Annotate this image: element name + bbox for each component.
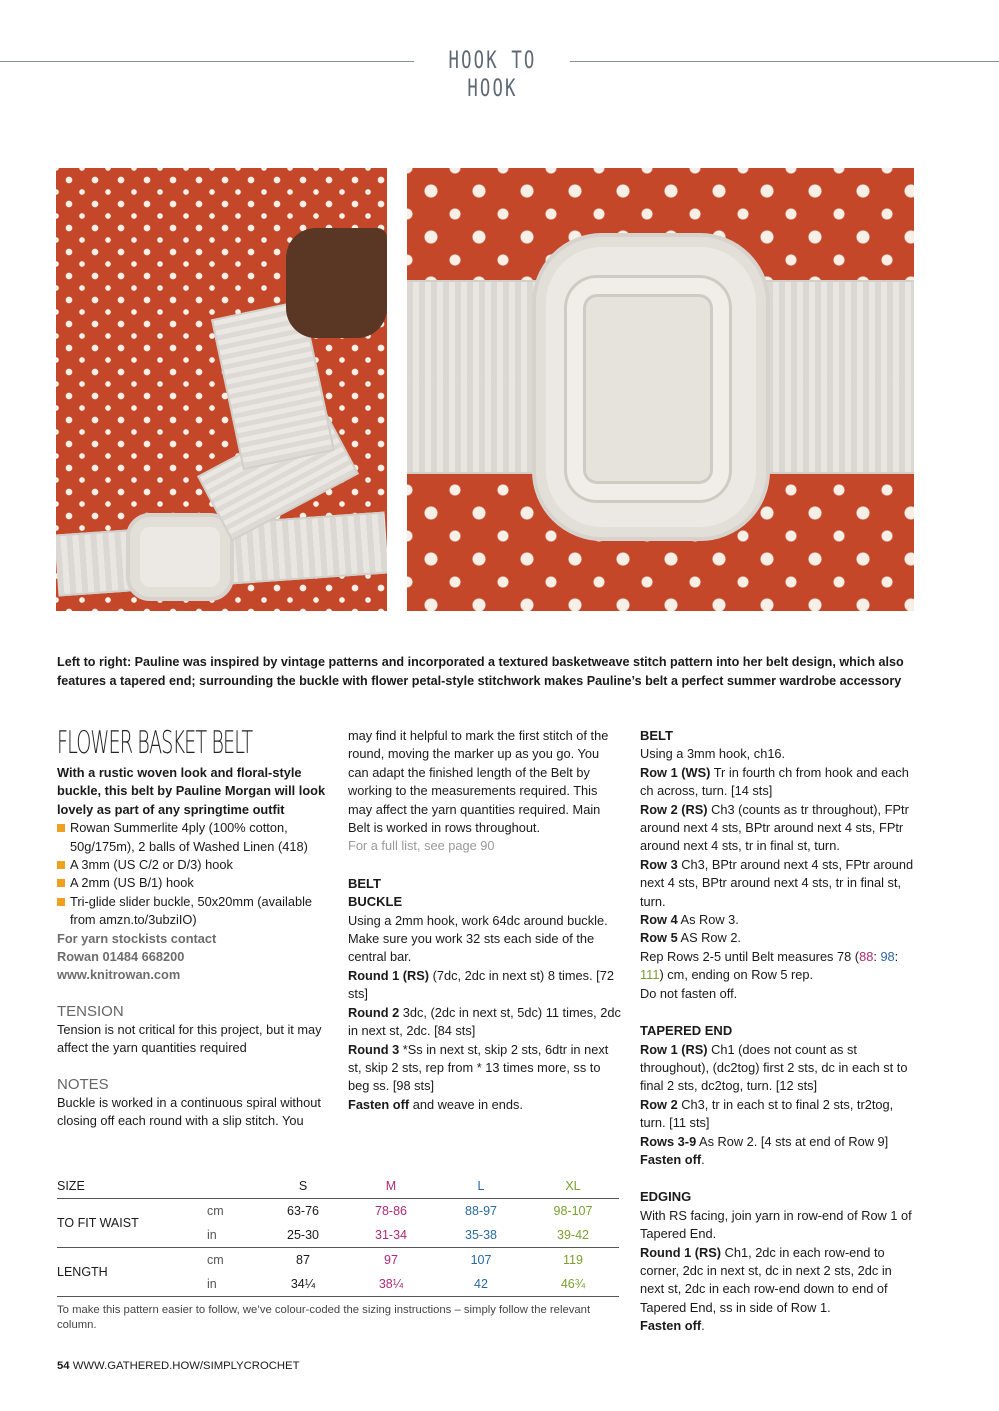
buckle-round-2: Round 2 3dc, (2dc in next st, 5dc) 11 times, 2dc in next st, 2dc. [84 sts]	[348, 1004, 621, 1039]
belt-no-fasten: Do not fasten off.	[640, 985, 738, 1001]
notes-text: Buckle is worked in a continuous spiral without closing off each round with a slip stitch. You	[57, 1094, 321, 1129]
column-3	[640, 727, 915, 1336]
colour-code-note: To make this pattern easier to follow, we’ve colour-coded the sizing instructions – simply follow the relevant column.	[57, 1304, 591, 1331]
column-1	[57, 726, 332, 1131]
notes-continued: may find it helpful to mark the first stitch of the round, moving the marker up as you go. You can adapt the finished length of the Belt by working to the measurements required. This may affect the yarn quantities required. Main Belt is worked in rows throughout.	[348, 728, 609, 836]
buckle-frame	[567, 278, 729, 500]
size-header-row: SIZE S M L XL	[57, 1174, 619, 1199]
taper-fasten-off: Fasten off.	[640, 1151, 705, 1167]
taper-rows-3-9: Rows 3-9 As Row 2. [4 sts at end of Row 9]	[640, 1133, 889, 1149]
waist-label: TO FIT WAIST	[57, 1199, 207, 1248]
pattern-title: FLOWER BASKET BELT	[57, 725, 253, 761]
page-footer	[57, 1360, 300, 1372]
edging-start: With RS facing, join yarn in row-end of Row 1 of Tapered End.	[640, 1207, 912, 1242]
stockists-phone: Rowan 01484 668200	[57, 949, 185, 965]
full-list-ref: For a full list, see page 90	[348, 838, 495, 854]
hand	[286, 228, 387, 338]
belt-heading: BELT	[348, 875, 381, 891]
edging-round-1: Round 1 (RS) Ch1, 2dc in each row-end to corner, 2dc in next st, dc in next 2 sts, 2dc in next st, 2dc in each row-end down to end of Tapered End, ss in side of Row 1.	[640, 1244, 892, 1315]
buckle-instructions: Using a 2mm hook, work 64dc around buckle. Make sure you work 32 sts each side of the central bar.	[348, 912, 608, 965]
length-label: LENGTH	[57, 1248, 207, 1297]
column-2	[348, 727, 623, 1114]
material-buckle: Tri-glide slider buckle, 50x20mm (available from amzn.to/3ubziIO)	[57, 893, 332, 930]
size-table	[57, 1174, 619, 1297]
header-rule-left	[0, 61, 414, 62]
belt-row-3: Row 3 Ch3, BPtr around next 4 sts, FPtr around next 4 sts, BPtr around next 4 sts, tr in final st, turn.	[640, 856, 914, 909]
edging-heading: EDGING	[640, 1189, 692, 1205]
belt-row-4: Row 4 As Row 3.	[640, 912, 739, 928]
belt-row-2: Row 2 (RS) Ch3 (counts as tr throughout), FPtr around next 4 sts, BPtr around next 4 sts, FPtr around next 4 sts, tr in final st, turn.	[640, 801, 909, 854]
edging-fasten-off: Fasten off.	[640, 1318, 705, 1334]
photo-buckle-closeup	[407, 168, 914, 611]
small-buckle	[126, 513, 234, 601]
waist-in-row: in 25-30 31-34 35-38 39-42	[57, 1223, 619, 1248]
page-number: 54	[57, 1360, 70, 1372]
material-hook-2mm: A 2mm (US B/1) hook	[57, 874, 332, 892]
material-yarn: Rowan Summerlite 4ply (100% cotton, 50g/175m), 2 balls of Washed Linen (418)	[57, 819, 332, 856]
buckle-heading: BUCKLE	[348, 894, 403, 910]
tension-text: Tension is not critical for this project, but it may affect the yarn quantities required	[57, 1021, 322, 1056]
tapered-end-heading: TAPERED END	[640, 1023, 733, 1039]
buckle-round-3: Round 3 *Ss in next st, skip 2 sts, 6dtr in next st, skip 2 sts, rep from * 13 times more, ss to beg ss. [98 sts]	[348, 1041, 609, 1094]
taper-row-1: Row 1 (RS) Ch1 (does not count as st throughout), (dc2tog) first 2 sts, dc in each st to final 2 sts, dc2tog, turn. [12 sts]	[640, 1041, 908, 1094]
tension-heading: TENSION	[57, 1002, 124, 1020]
belt-row-5: Row 5 AS Row 2.	[640, 930, 741, 946]
footer-url[interactable]: WWW.GATHERED.HOW/SIMPLYCROCHET	[72, 1360, 300, 1372]
photo-belt-in-hand	[56, 168, 387, 611]
material-hook-3mm: A 3mm (US C/2 or D/3) hook	[57, 856, 332, 874]
belt-start: Using a 3mm hook, ch16.	[640, 746, 786, 762]
notes-heading: NOTES	[57, 1075, 109, 1093]
buckle-fasten-off: Fasten off and weave in ends.	[348, 1096, 523, 1112]
buckle-round-1: Round 1 (RS) (7dc, 2dc in next st) 8 times. [72 sts]	[348, 967, 614, 1002]
photo-caption: Left to right: Pauline was inspired by vintage patterns and incorporated a textured basketweave stitch pattern into her belt design, which also features a tapered end; surrounding the buckle with flower petal-style stitchwork makes Pauline’s belt a perfect summer wardrobe accessory	[57, 655, 904, 688]
section-title: HOOK TO HOOK	[448, 46, 537, 102]
taper-row-2: Row 2 Ch3, tr in each st to final 2 sts, tr2tog, turn. [11 sts]	[640, 1096, 894, 1131]
stockists-website[interactable]: www.knitrowan.com	[57, 967, 181, 983]
pattern-intro: With a rustic woven look and floral-style buckle, this belt by Pauline Morgan will look lovely as part of any springtime outfit	[57, 765, 326, 817]
header-rule-right	[570, 61, 999, 62]
belt-row-1: Row 1 (WS) Tr in fourth ch from hook and each ch across, turn. [14 sts]	[640, 764, 909, 799]
belt-section-heading: BELT	[640, 728, 673, 743]
length-in-row: in 34¼ 38¼ 42 46¾	[57, 1272, 619, 1297]
stockists-label: For yarn stockists contact	[57, 930, 217, 946]
waist-cm-row: TO FIT WAIST cm 63-76 78-86 88-97 98-107	[57, 1199, 619, 1224]
belt-repeat: Rep Rows 2-5 until Belt measures 78 (88: 98: 111) cm, ending on Row 5 rep.	[640, 948, 899, 983]
length-cm-row: LENGTH cm 87 97 107 119	[57, 1248, 619, 1273]
